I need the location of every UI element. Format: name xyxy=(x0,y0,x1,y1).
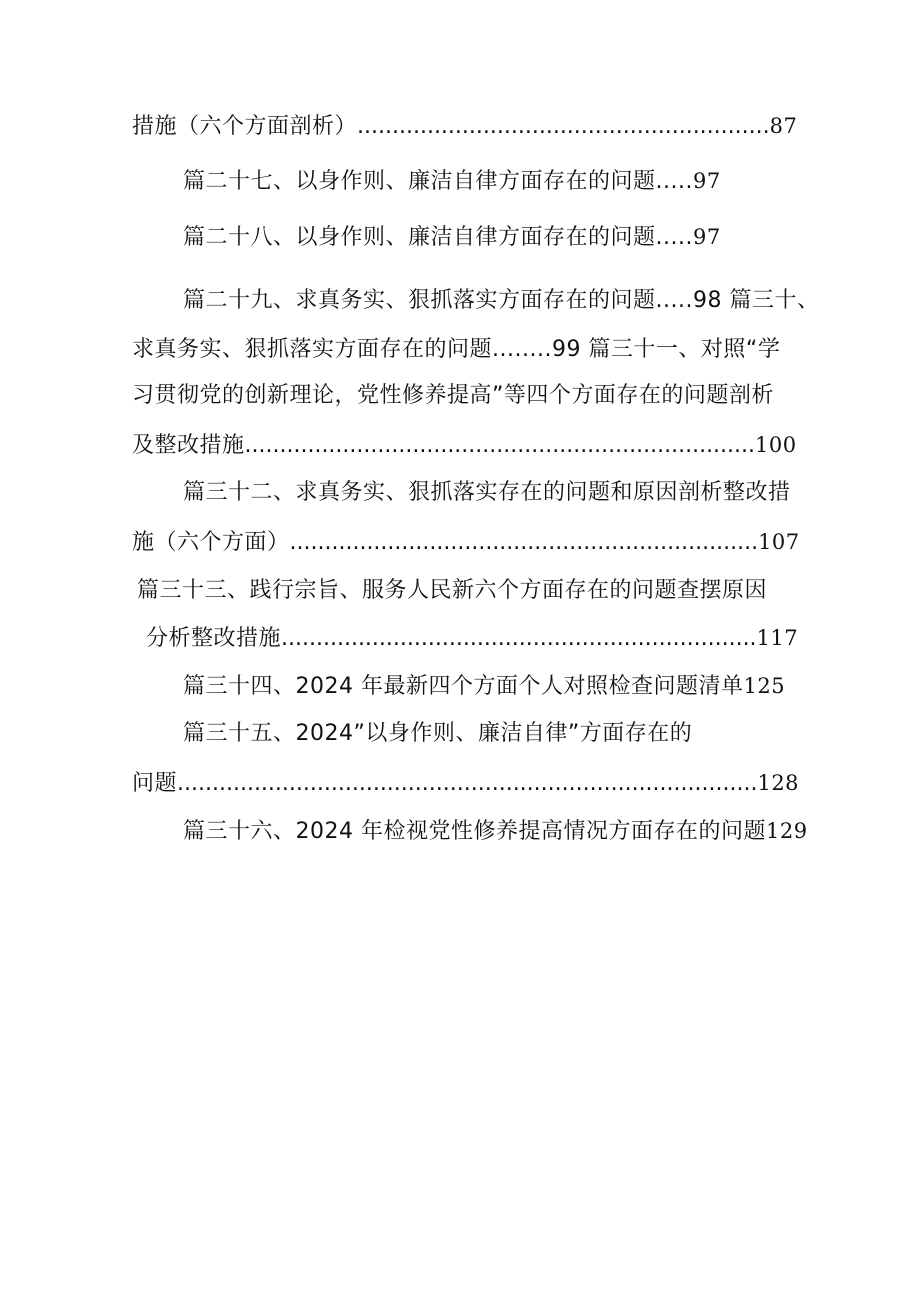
toc-entry-text: 篇三十四、2024 年最新四个方面个人对照检查问题清单 xyxy=(183,674,744,699)
toc-line[interactable] xyxy=(183,478,791,508)
toc-leader-dots: ........................................................... xyxy=(357,114,770,139)
toc-leader-dots: ................................................................... xyxy=(289,530,759,555)
toc-entry-text: 措施（六个方面剖析） xyxy=(132,114,358,139)
toc-line[interactable] xyxy=(183,166,721,196)
toc-line[interactable] xyxy=(183,286,819,316)
toc-entry-text: 篇三十三、践行宗旨、服务人民新六个方面存在的问题查摆原因 xyxy=(137,578,768,603)
toc-line[interactable] xyxy=(132,768,799,798)
toc-page-number: 125 xyxy=(743,674,786,698)
toc-entry-text: 篇三十五、2024”以身作则、廉洁自律”方面存在的 xyxy=(183,721,693,746)
toc-page-number: 97 xyxy=(692,169,721,193)
toc-entry-text: 篇二十九、求真务实、狠抓落实方面存在的问题.....98 篇三十、 xyxy=(183,288,820,313)
toc-line[interactable] xyxy=(137,576,767,606)
toc-leader-dots: .................................................................... xyxy=(281,626,757,651)
toc-line[interactable] xyxy=(132,335,780,365)
toc-entry-text: 分析整改措施 xyxy=(146,626,282,651)
toc-leader-dots: ......................................................................... xyxy=(244,433,756,458)
toc-entry-text: 篇三十二、求真务实、狠抓落实存在的问题和原因剖析整改措 xyxy=(183,480,791,505)
toc-entry-text: 篇二十七、以身作则、廉洁自律方面存在的问题..... xyxy=(183,169,693,194)
toc-page-number: 128 xyxy=(757,771,800,795)
toc-leader-dots: ................................................................................... xyxy=(177,771,758,796)
toc-line[interactable] xyxy=(132,111,797,141)
toc-entry-text: 及整改措施 xyxy=(132,433,245,458)
toc-line[interactable] xyxy=(183,671,785,701)
toc-line[interactable] xyxy=(183,719,692,749)
toc-line[interactable] xyxy=(132,527,800,557)
toc-line[interactable] xyxy=(146,623,798,653)
toc-page-number: 100 xyxy=(755,433,797,457)
toc-page-number: 97 xyxy=(692,225,721,249)
toc-line[interactable] xyxy=(183,816,808,846)
toc-page-number: 129 xyxy=(765,819,808,843)
toc-entry-text: 篇三十六、2024 年检视党性修养提高情况方面存在的问题 xyxy=(183,819,766,844)
toc-page-number: 107 xyxy=(758,530,800,554)
toc-entry-text: 问题 xyxy=(132,771,178,796)
toc-line[interactable] xyxy=(132,381,774,411)
toc-line[interactable] xyxy=(183,222,721,252)
toc-entry-text: 施（六个方面） xyxy=(132,530,290,555)
toc-entry-text: 篇二十八、以身作则、廉洁自律方面存在的问题..... xyxy=(183,225,693,250)
toc-page-number: 87 xyxy=(769,114,798,138)
toc-entry-text: 求真务实、狠抓落实方面存在的问题........99 篇三十一、对照“学 xyxy=(132,337,781,362)
toc-line[interactable] xyxy=(132,430,797,460)
toc-entry-text: 习贯彻党的创新理论，党性修养提高”等四个方面存在的问题剖析 xyxy=(132,383,774,408)
toc-page-number: 117 xyxy=(756,626,799,650)
